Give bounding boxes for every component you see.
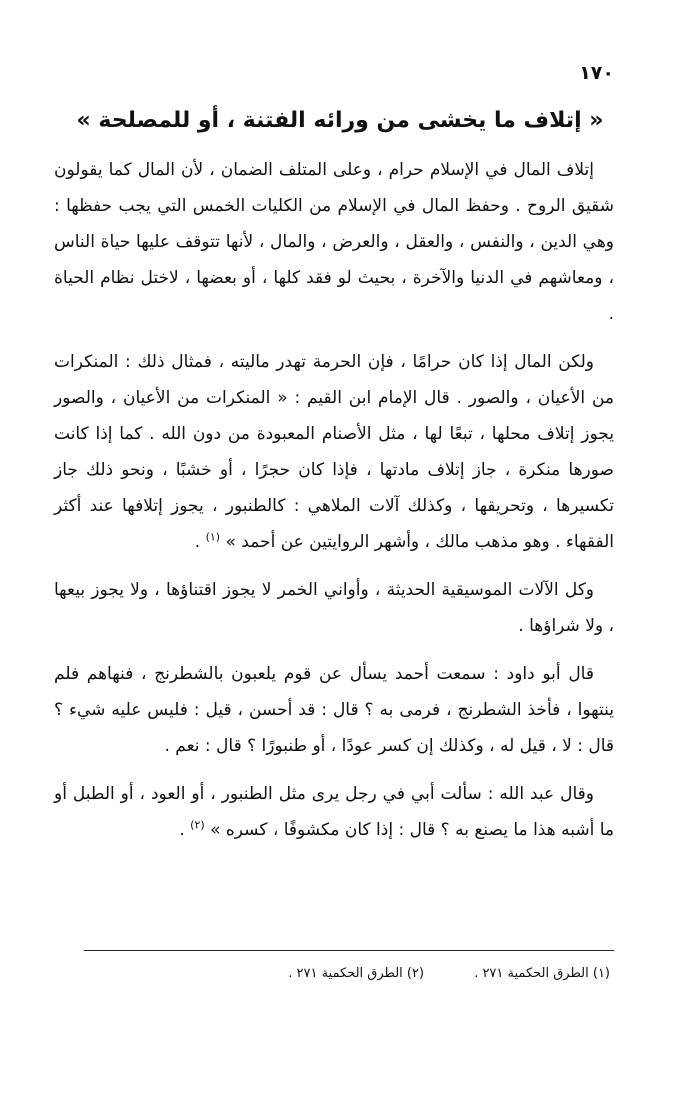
section-title: « إتلاف ما يخشى من ورائه الفتنة ، أو للمصلحة » xyxy=(76,108,604,133)
paragraph-5 xyxy=(54,776,614,848)
paragraph-1 xyxy=(54,152,614,332)
paragraph-4-text: قال أبو داود : سمعت أحمد يسأل عن قوم يلعبون بالشطرنج ، فنهاهم فلم ينتهوا ، فأخذ الشطرنج ، فرمى به ؟ قال : قد أحسن ، قيل : فليس عليه شيء ؟ قال : لا ، قيل له ، وكذلك إن كسر عودًا ، أو طنبورًا ؟ قال : نعم . xyxy=(54,664,614,756)
paragraph-4 xyxy=(54,656,614,764)
body-text xyxy=(54,152,614,860)
paragraph-2 xyxy=(54,344,614,560)
paragraph-1-text: إتلاف المال في الإسلام حرام ، وعلى المتلف الضمان ، لأن المال كما يقولون شقيق الروح . وحفظ المال في الإسلام من الكليات الخمس التي يجب حفظها : وهي الدين ، والنفس ، والعقل ، والعرض ، والمال ، لأنها تتوقف عليها حياة الناس ، ومعاشهم في الدنيا والآخرة ، بحيث لو فقد كلها ، أو بعضها ، لاختل نظام الحياة . xyxy=(54,160,614,324)
footnotes xyxy=(70,966,610,981)
paragraph-3 xyxy=(54,572,614,644)
paragraph-3-text: وكل الآلات الموسيقية الحديثة ، وأواني الخمر لا يجوز اقتناؤها ، ولا يجوز بيعها ، ولا شراؤها . xyxy=(54,580,614,636)
paragraph-2-text: ولكن المال إذا كان حرامًا ، فإن الحرمة تهدر ماليته ، فمثال ذلك : المنكرات من الأعيان ، والصور . قال الإمام ابن القيم : « المنكرات من الأعيان ، والصور يجوز إتلاف محلها ، تبعًا لها ، مثل الأصنام المعبودة من دون الله . كما إذا كانت صورها منكرة ، جاز إتلاف مادتها ، فإذا كان حجرًا ، أو خشبًا ، ونحو ذلك جاز تكسيرها ، وتحريقها ، وكذلك آلات الملاهي : كالطنبور ، يجوز إتلافها عند أكثر الفقهاء . وهو مذهب مالك ، وأشهر الروايتين عن أحمد » xyxy=(54,352,614,552)
footnote-ref-2[interactable]: (٢) xyxy=(190,818,205,832)
paragraph-5-end: . xyxy=(179,820,185,840)
paragraph-2-end: . xyxy=(194,532,201,552)
paragraph-5-text: وقال عبد الله : سألت أبي في رجل يرى مثل الطنبور ، أو العود ، أو الطبل أو ما أشبه هذا ما يصنع به ؟ قال : إذا كان مكشوفًا ، كسره » xyxy=(54,784,614,840)
page-number: ١٧٠ xyxy=(579,62,614,84)
footnote-1: (١) الطرق الحكمية ٢٧١ . xyxy=(474,966,610,981)
footnote-2: (٢) الطرق الحكمية ٢٧١ . xyxy=(288,966,425,981)
footnote-ref-1[interactable]: (١) xyxy=(205,530,221,544)
footnote-divider xyxy=(84,950,614,951)
